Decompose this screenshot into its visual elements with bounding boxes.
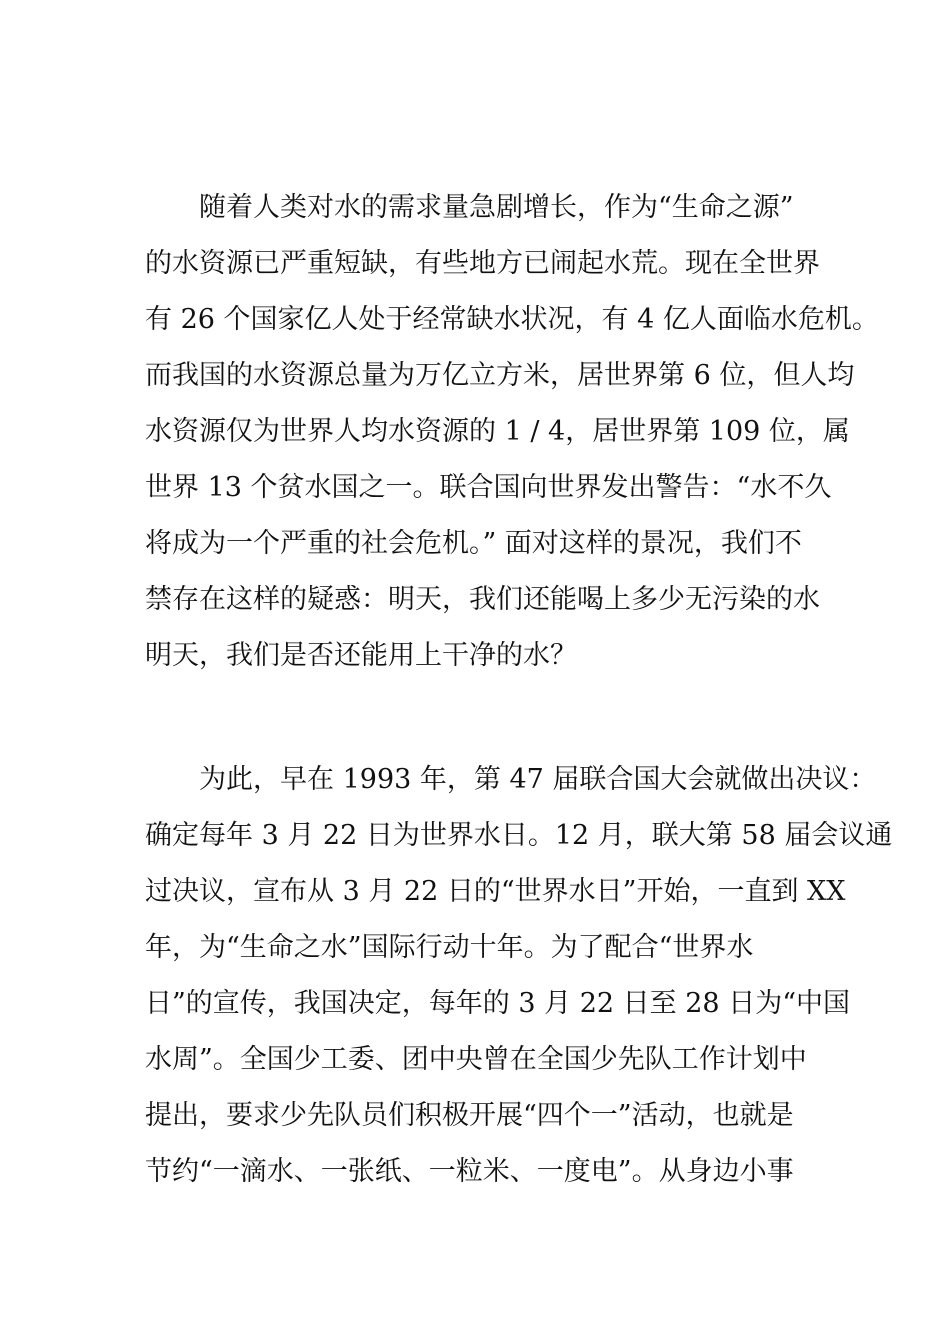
paragraph-1-line-6: 世界 13 个贫水国之一。联合国向世界发出警告：“水不久	[145, 472, 832, 503]
paragraph-1-line-1: 随着人类对水的需求量急剧增长，作为“生命之源”	[145, 192, 794, 223]
paragraph-2-line-1: 为此，早在 1993 年，第 47 届联合国大会就做出决议：	[145, 764, 877, 795]
paragraph-2-line-7: 提出，要求少先队员们积极开展“四个一”活动，也就是	[145, 1100, 794, 1131]
paragraph-1-line-7: 将成为一个严重的社会危机。” 面对这样的景况，我们不	[145, 528, 802, 559]
paragraph-2-line-3: 过决议，宣布从 3 月 22 日的“世界水日”开始，一直到 XX	[145, 876, 846, 907]
paragraph-1-line-2: 的水资源已严重短缺，有些地方已闹起水荒。现在全世界	[145, 248, 820, 279]
paragraph-2	[145, 752, 893, 1200]
paragraph-1-line-9: 明天，我们是否还能用上干净的水？	[145, 640, 577, 671]
paragraph-2-line-6: 水周”。全国少工委、团中央曾在全国少先队工作计划中	[145, 1044, 807, 1075]
paragraph-1-line-4: 而我国的水资源总量为万亿立方米，居世界第 6 位，但人均	[145, 360, 855, 391]
paragraph-1-line-8: 禁存在这样的疑惑：明天，我们还能喝上多少无污染的水	[145, 584, 820, 615]
paragraph-2-line-5: 日”的宣传，我国决定，每年的 3 月 22 日至 28 日为“中国	[145, 988, 850, 1019]
paragraph-1	[145, 180, 879, 684]
paragraph-2-line-8: 节约“一滴水、一张纸、一粒米、一度电”。从身边小事	[145, 1156, 794, 1187]
paragraph-1-line-5: 水资源仅为世界人均水资源的 1 / 4，居世界第 109 位，属	[145, 416, 850, 447]
paragraph-2-line-4: 年，为“生命之水”国际行动十年。为了配合“世界水	[145, 932, 754, 963]
paragraph-1-line-3: 有 26 个国家亿人处于经常缺水状况，有 4 亿人面临水危机。	[145, 304, 879, 335]
paragraph-2-line-2: 确定每年 3 月 22 日为世界水日。12 月，联大第 58 届会议通	[145, 820, 893, 851]
